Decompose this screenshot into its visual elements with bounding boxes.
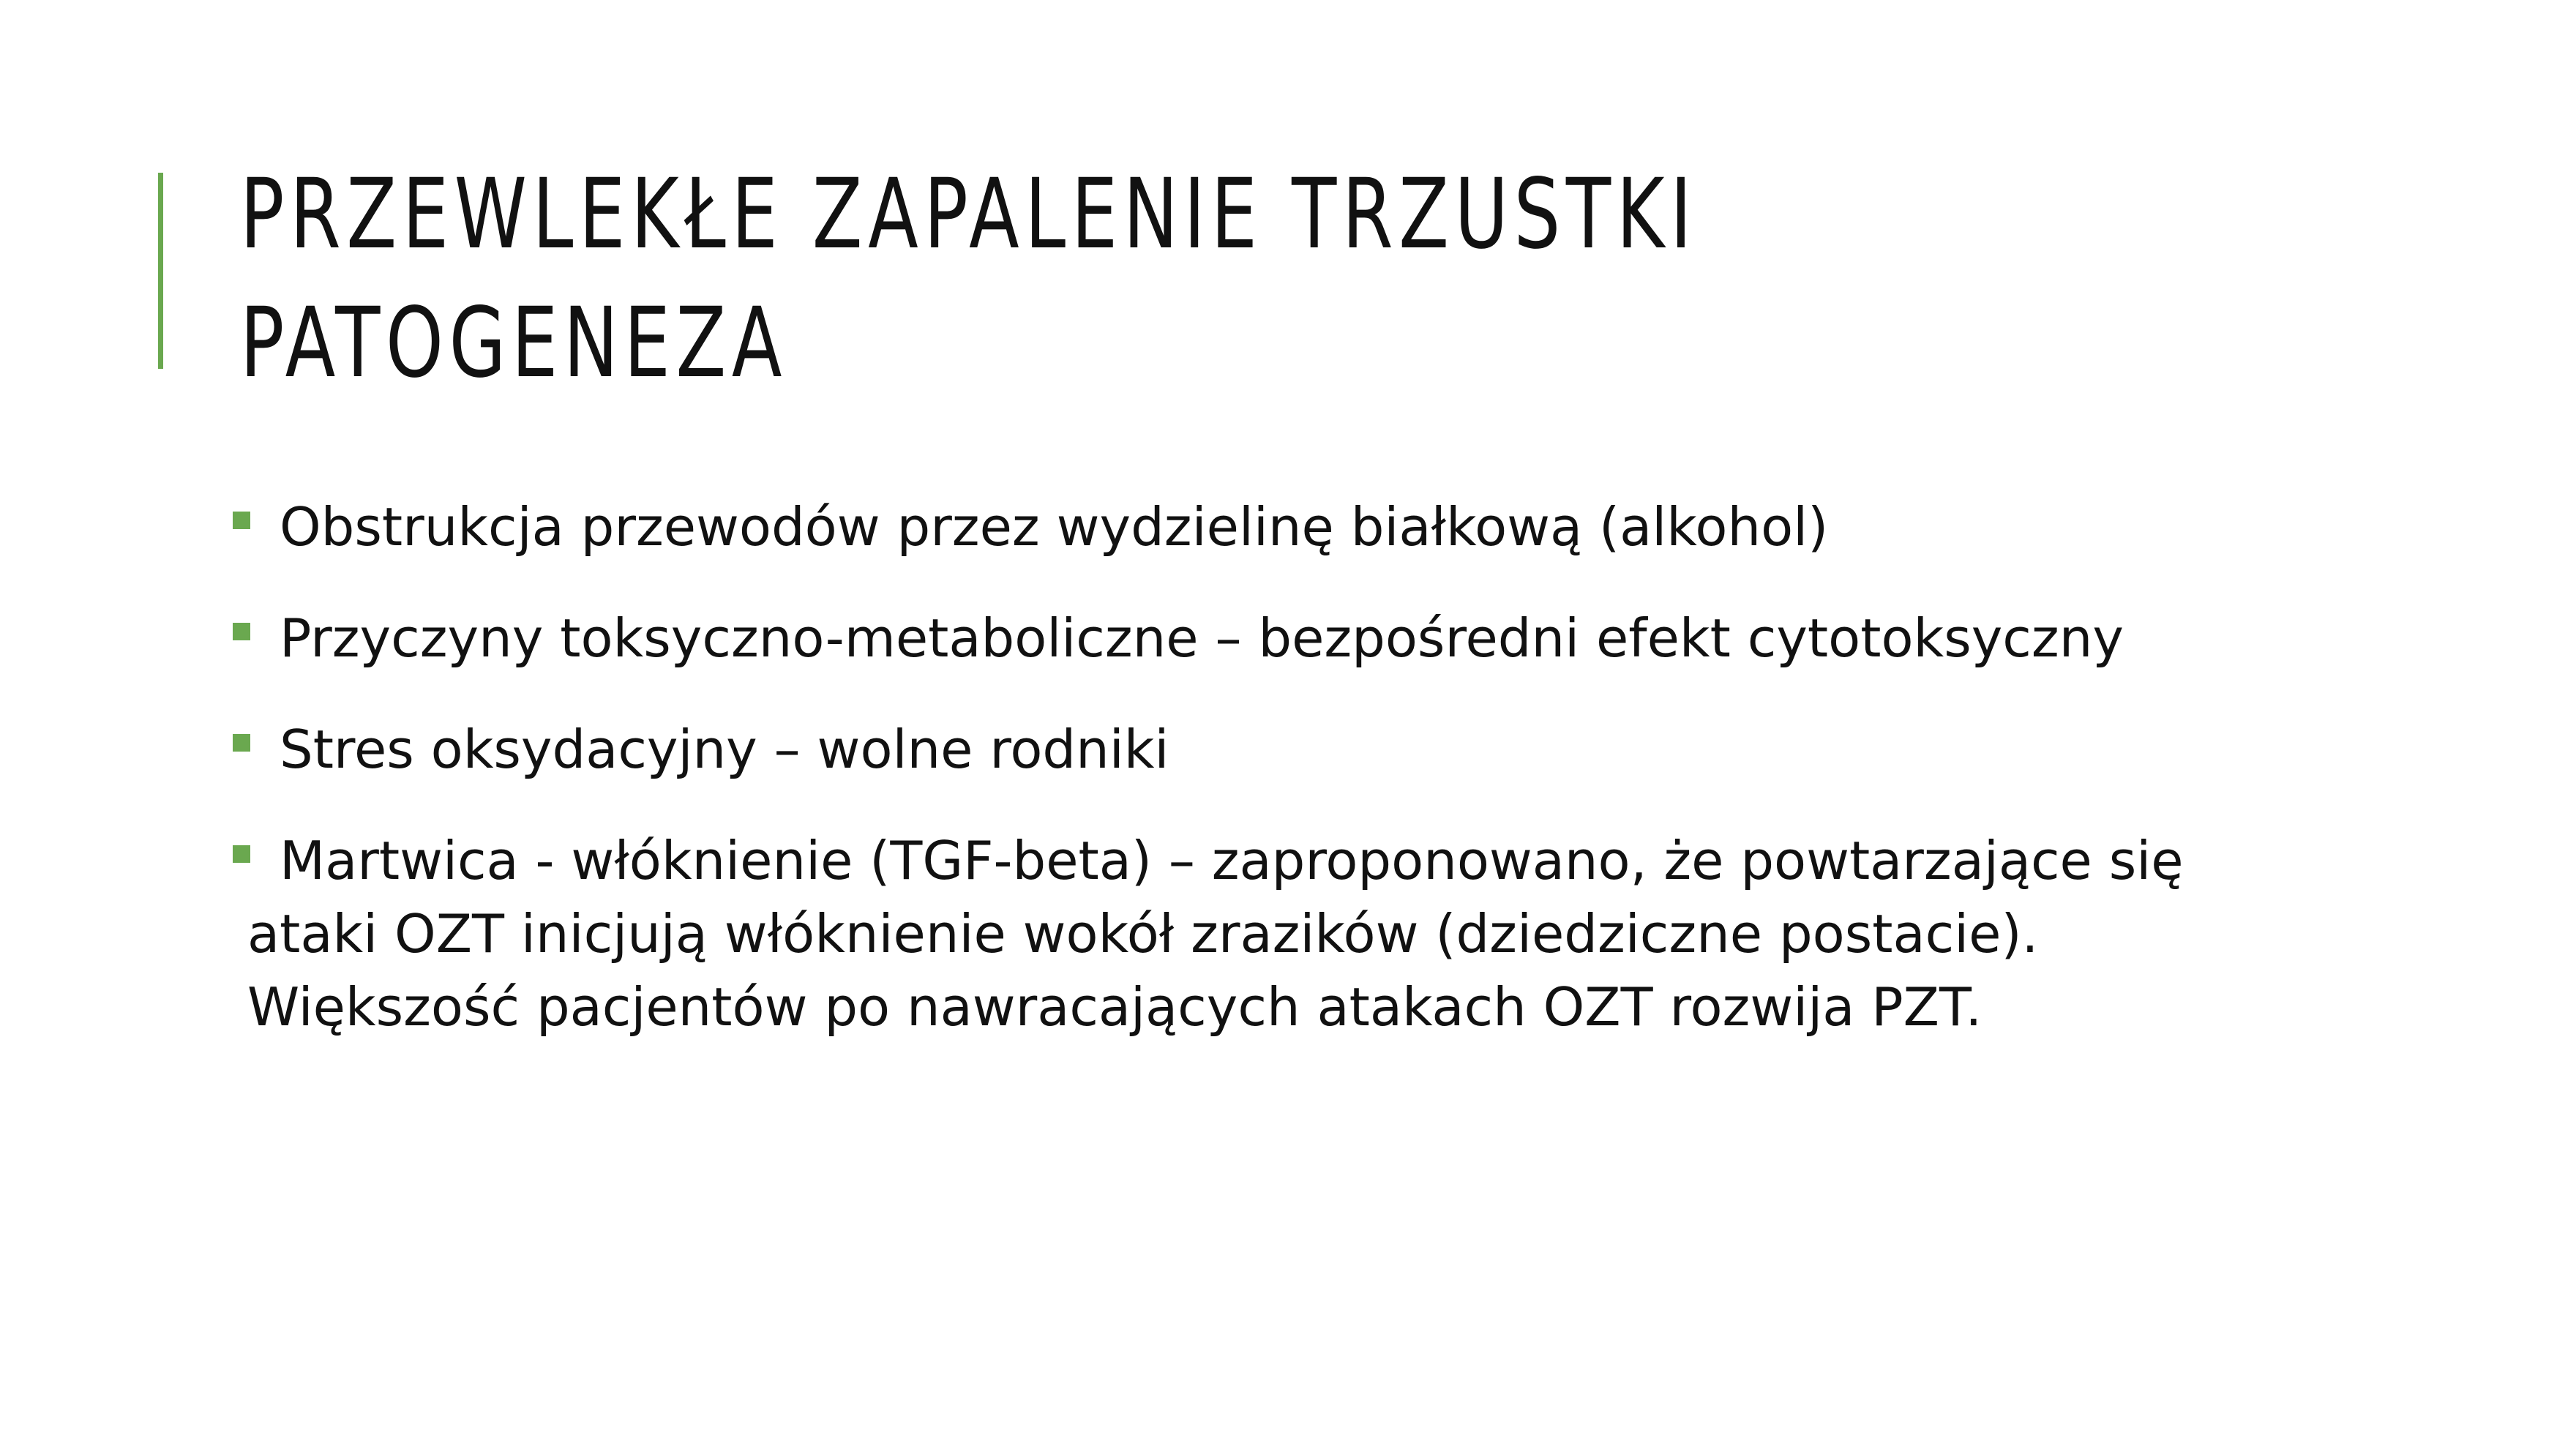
bullet-text-line-2: ataki OZT inicjują włóknienie wokół zrazików (dziedziczne postacie). [247,903,2039,965]
square-bullet-icon [233,734,250,752]
title-line-2: PATOGENEZA [240,287,788,400]
square-bullet-icon [233,845,250,863]
bullet-text: Stres oksydacyjny – wolne rodniki [280,719,1169,780]
bullet-list [233,490,2428,1082]
bullet-item [233,602,2428,675]
bullet-item [233,713,2428,786]
slide-title [240,150,1909,408]
square-bullet-icon [233,512,250,529]
bullet-item [233,824,2428,1044]
title-accent-bar [158,173,163,369]
bullet-item [233,490,2428,564]
bullet-text: Obstrukcja przewodów przez wydzielinę białkową (alkohol) [280,496,1829,558]
bullet-text-line-3: Większość pacjentów po nawracających atakach OZT rozwija PZT. [247,976,1982,1038]
bullet-text-line-1: Martwica - włóknienie (TGF-beta) – zaproponowano, że powtarzające się [280,830,2184,891]
title-line-1: PRZEWLEKŁE ZAPALENIE TRZUSTKI [240,158,1698,271]
square-bullet-icon [233,623,250,640]
bullet-text: Przyczyny toksyczno-metaboliczne – bezpośredni efekt cytotoksyczny [280,607,2124,669]
